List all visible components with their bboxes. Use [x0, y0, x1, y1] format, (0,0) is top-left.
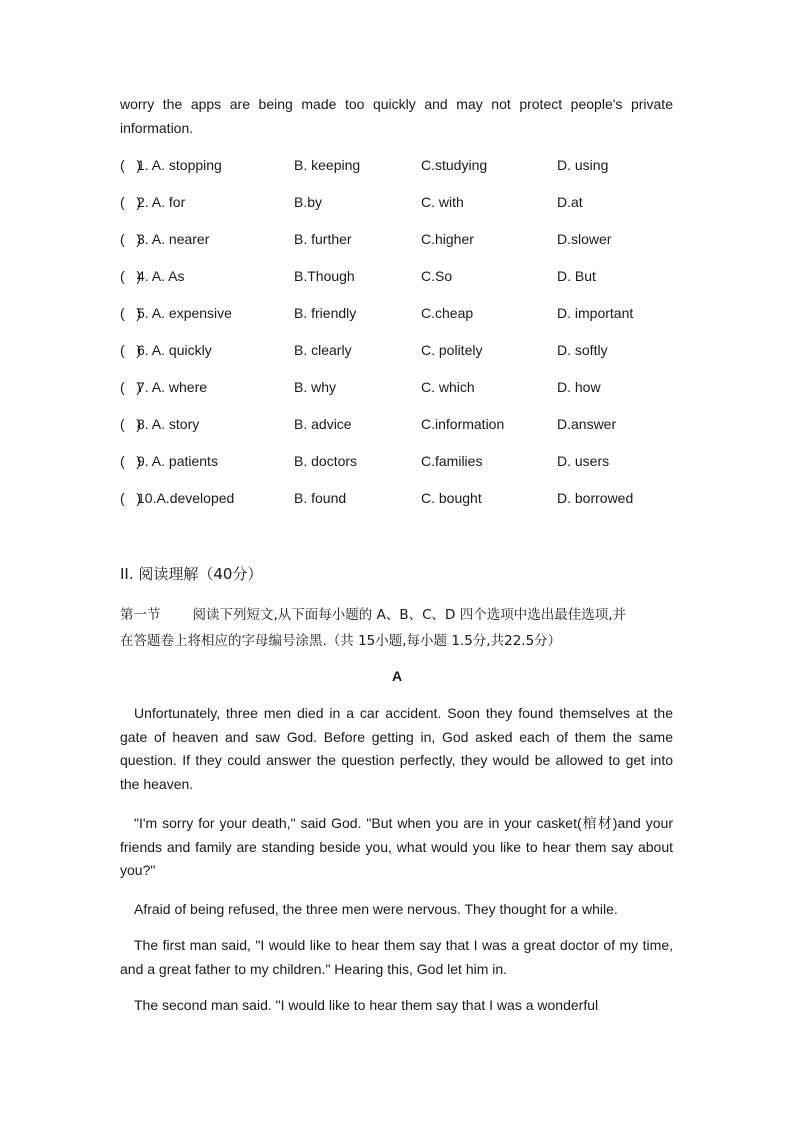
answer-blank: ( ) [120, 268, 141, 284]
question-row [120, 414, 680, 434]
question-row [120, 488, 680, 508]
section-heading: II. 阅读理解（40分） [120, 565, 263, 583]
answer-blank: ( ) [120, 231, 141, 247]
question-stem-option-a: 8. A. story [137, 416, 200, 432]
option-b: B. further [294, 231, 352, 247]
instruction-line-2: 在答题卷上将相应的字母编号涂黑.（共 15小题,每小题 1.5分,共22.5分） [120, 633, 562, 649]
question-stem-option-a: 6. A. quickly [137, 342, 212, 358]
option-b: B. keeping [294, 157, 361, 173]
option-b: B. why [294, 379, 337, 395]
answer-blank: ( ) [120, 342, 141, 358]
option-d: D.at [557, 194, 583, 210]
option-b: B. advice [294, 416, 352, 432]
option-d: D.answer [557, 416, 617, 432]
question-stem-option-a: 5. A. expensive [137, 305, 232, 321]
passage-paragraph-4: The first man said, "I would like to hear them say that I was a great doctor of my time, and a great father to my children." Hearing this, God let him in. [120, 937, 673, 977]
passage-title: A [391, 668, 403, 684]
answer-blank: ( ) [120, 379, 141, 395]
passage-paragraph-5: The second man said. "I would like to hear them say that I was a wonderful [134, 997, 599, 1013]
option-c: C. which [421, 379, 475, 395]
question-row [120, 192, 680, 212]
option-d: D. But [557, 268, 596, 284]
option-c: C.cheap [421, 305, 474, 321]
question-row [120, 377, 680, 397]
answer-blank: ( ) [120, 194, 141, 210]
option-c: C.families [421, 453, 483, 469]
option-b: B.by [294, 194, 323, 210]
question-row [120, 229, 680, 249]
option-c: C. bought [421, 490, 482, 506]
question-row [120, 266, 680, 286]
question-row [120, 155, 680, 175]
option-b: B. clearly [294, 342, 352, 358]
question-row [120, 303, 680, 323]
option-d: D. using [557, 157, 609, 173]
passage-paragraph-2: "I'm sorry for your death," said God. "But when you are in your casket(棺材)and your friends and family are standing beside you, what would you like to hear them say about you?" [120, 815, 673, 878]
question-stem-option-a: 1. A. stopping [137, 157, 222, 173]
question-stem-option-a: 4. A. As [137, 268, 185, 284]
passage-paragraph-3: Afraid of being refused, the three men were nervous. They thought for a while. [134, 901, 618, 917]
option-c: C. politely [421, 342, 483, 358]
question-stem-option-a: 3. A. nearer [137, 231, 210, 247]
question-row [120, 451, 680, 471]
option-c: C.studying [421, 157, 488, 173]
intro-paragraph: worry the apps are being made too quickly and may not protect people's private information. [120, 96, 673, 136]
instruction-line-1 [120, 603, 680, 628]
part-label: 第一节 [120, 607, 161, 623]
question-row [120, 340, 680, 360]
option-b: B.Though [294, 268, 355, 284]
answer-blank: ( ) [120, 490, 141, 506]
option-b: B. doctors [294, 453, 358, 469]
option-d: D.slower [557, 231, 612, 247]
question-stem-option-a: 2. A. for [137, 194, 186, 210]
option-d: D. softly [557, 342, 608, 358]
answer-blank: ( ) [120, 305, 141, 321]
option-d: D. important [557, 305, 634, 321]
option-b: B. friendly [294, 305, 357, 321]
option-d: D. how [557, 379, 601, 395]
option-c: C.higher [421, 231, 474, 247]
answer-blank: ( ) [120, 453, 141, 469]
answer-blank: ( ) [120, 416, 141, 432]
option-d: D. borrowed [557, 490, 634, 506]
passage-paragraph-1: Unfortunately, three men died in a car accident. Soon they found themselves at the gate of heaven and saw God. Before getting in, God asked each of them the same question. If they could answer the question perfectly, they would be allowed to get into the heaven. [120, 705, 673, 792]
question-stem-option-a: 9. A. patients [137, 453, 218, 469]
option-d: D. users [557, 453, 610, 469]
question-stem-option-a: 10.A.developed [137, 490, 235, 506]
option-c: C. with [421, 194, 464, 210]
answer-blank: ( ) [120, 157, 141, 173]
instruction-text-1: 阅读下列短文,从下面每小题的 A、B、C、D 四个选项中选出最佳选项,并 [192, 607, 626, 623]
option-b: B. found [294, 490, 347, 506]
question-stem-option-a: 7. A. where [137, 379, 208, 395]
option-c: C.information [421, 416, 505, 432]
option-c: C.So [421, 268, 453, 284]
